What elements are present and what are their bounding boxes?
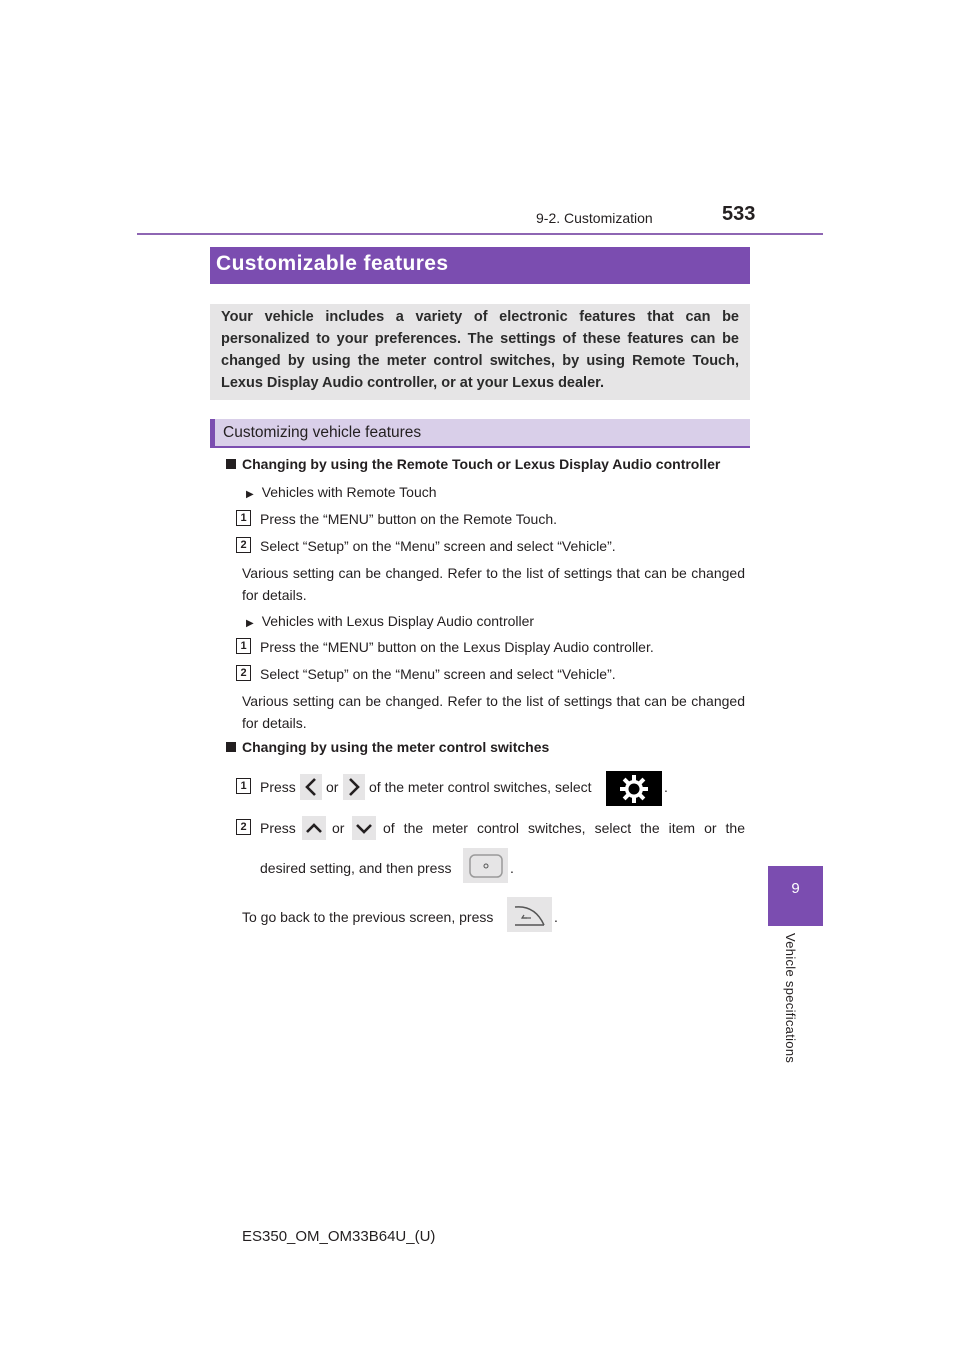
step-number: 2 — [236, 819, 251, 835]
chevron-up-icon — [302, 816, 326, 840]
intro-text: Your vehicle includes a variety of electronic features that can be personalized to your preferences. The settings of these features can be changed by using the meter control switches, by using Remote Touch, Lexus Display Audio controller, or at your Lexus dealer. — [221, 309, 739, 391]
chevron-right-icon — [343, 774, 365, 800]
subheading-accent — [210, 419, 215, 447]
step-number: 1 — [236, 778, 251, 794]
back-button-icon — [507, 897, 552, 932]
variant-label-display-audio — [246, 611, 534, 634]
step-number: 2 — [236, 537, 251, 553]
page-number: 533 — [722, 203, 756, 225]
section-heading-remote — [226, 456, 720, 472]
triangle-bullet-icon: ▶ — [246, 489, 254, 500]
subheading-rule — [210, 446, 750, 448]
header-rule — [137, 233, 823, 235]
subheading: Customizing vehicle features — [223, 424, 422, 441]
chapter-label: Vehicle specifications — [783, 933, 798, 1064]
square-bullet-icon — [226, 459, 236, 469]
page-title: Customizable features — [216, 252, 449, 275]
step-text: Press the “MENU” button on the Remote Touch. — [260, 511, 557, 527]
chevron-left-icon — [300, 774, 322, 800]
step-text: . — [664, 779, 668, 795]
variant-label-text: Vehicles with Remote Touch — [261, 484, 437, 500]
step-text: Press the “MENU” button on the Lexus Display Audio controller. — [260, 639, 654, 655]
step-text: . — [510, 860, 514, 876]
step-text: Select “Setup” on the “Menu” screen and select “Vehicle”. — [260, 666, 616, 682]
step-text: Press — [260, 779, 296, 795]
step-note: Various setting can be changed. Refer to the list of settings that can be changed for details. — [242, 565, 745, 603]
step-text: or — [326, 779, 339, 795]
section-heading-meter-text: Changing by using the meter control switches — [242, 739, 550, 755]
section-heading-meter — [226, 739, 549, 755]
step-number: 2 — [236, 665, 251, 681]
variant-label-remote-touch — [246, 482, 437, 505]
enter-button-icon — [463, 848, 508, 883]
step-text: or — [332, 820, 345, 836]
step-text: of the meter control switches, select the item or the — [383, 820, 745, 836]
document-code: ES350_OM_OM33B64U_(U) — [242, 1228, 436, 1245]
step-text: of the meter control switches, select — [369, 779, 592, 795]
step-number: 1 — [236, 510, 251, 526]
step-number: 1 — [236, 638, 251, 654]
gear-icon — [606, 771, 662, 806]
step-text: desired setting, and then press — [260, 860, 452, 876]
section-heading-remote-text: Changing by using the Remote Touch or Lexus Display Audio controller — [242, 456, 721, 472]
step-note: Various setting can be changed. Refer to the list of settings that can be changed for details. — [242, 693, 745, 731]
chevron-down-icon — [352, 816, 376, 840]
back-instruction: To go back to the previous screen, press — [242, 909, 494, 925]
section-title: 9-2. Customization — [536, 210, 653, 226]
chapter-number: 9 — [791, 880, 800, 897]
step-text: Select “Setup” on the “Menu” screen and select “Vehicle”. — [260, 538, 616, 554]
variant-label-text: Vehicles with Lexus Display Audio controller — [261, 613, 535, 629]
back-instruction: . — [554, 909, 558, 925]
step-text: Press — [260, 820, 296, 836]
triangle-bullet-icon: ▶ — [246, 618, 254, 629]
square-bullet-icon — [226, 742, 236, 752]
